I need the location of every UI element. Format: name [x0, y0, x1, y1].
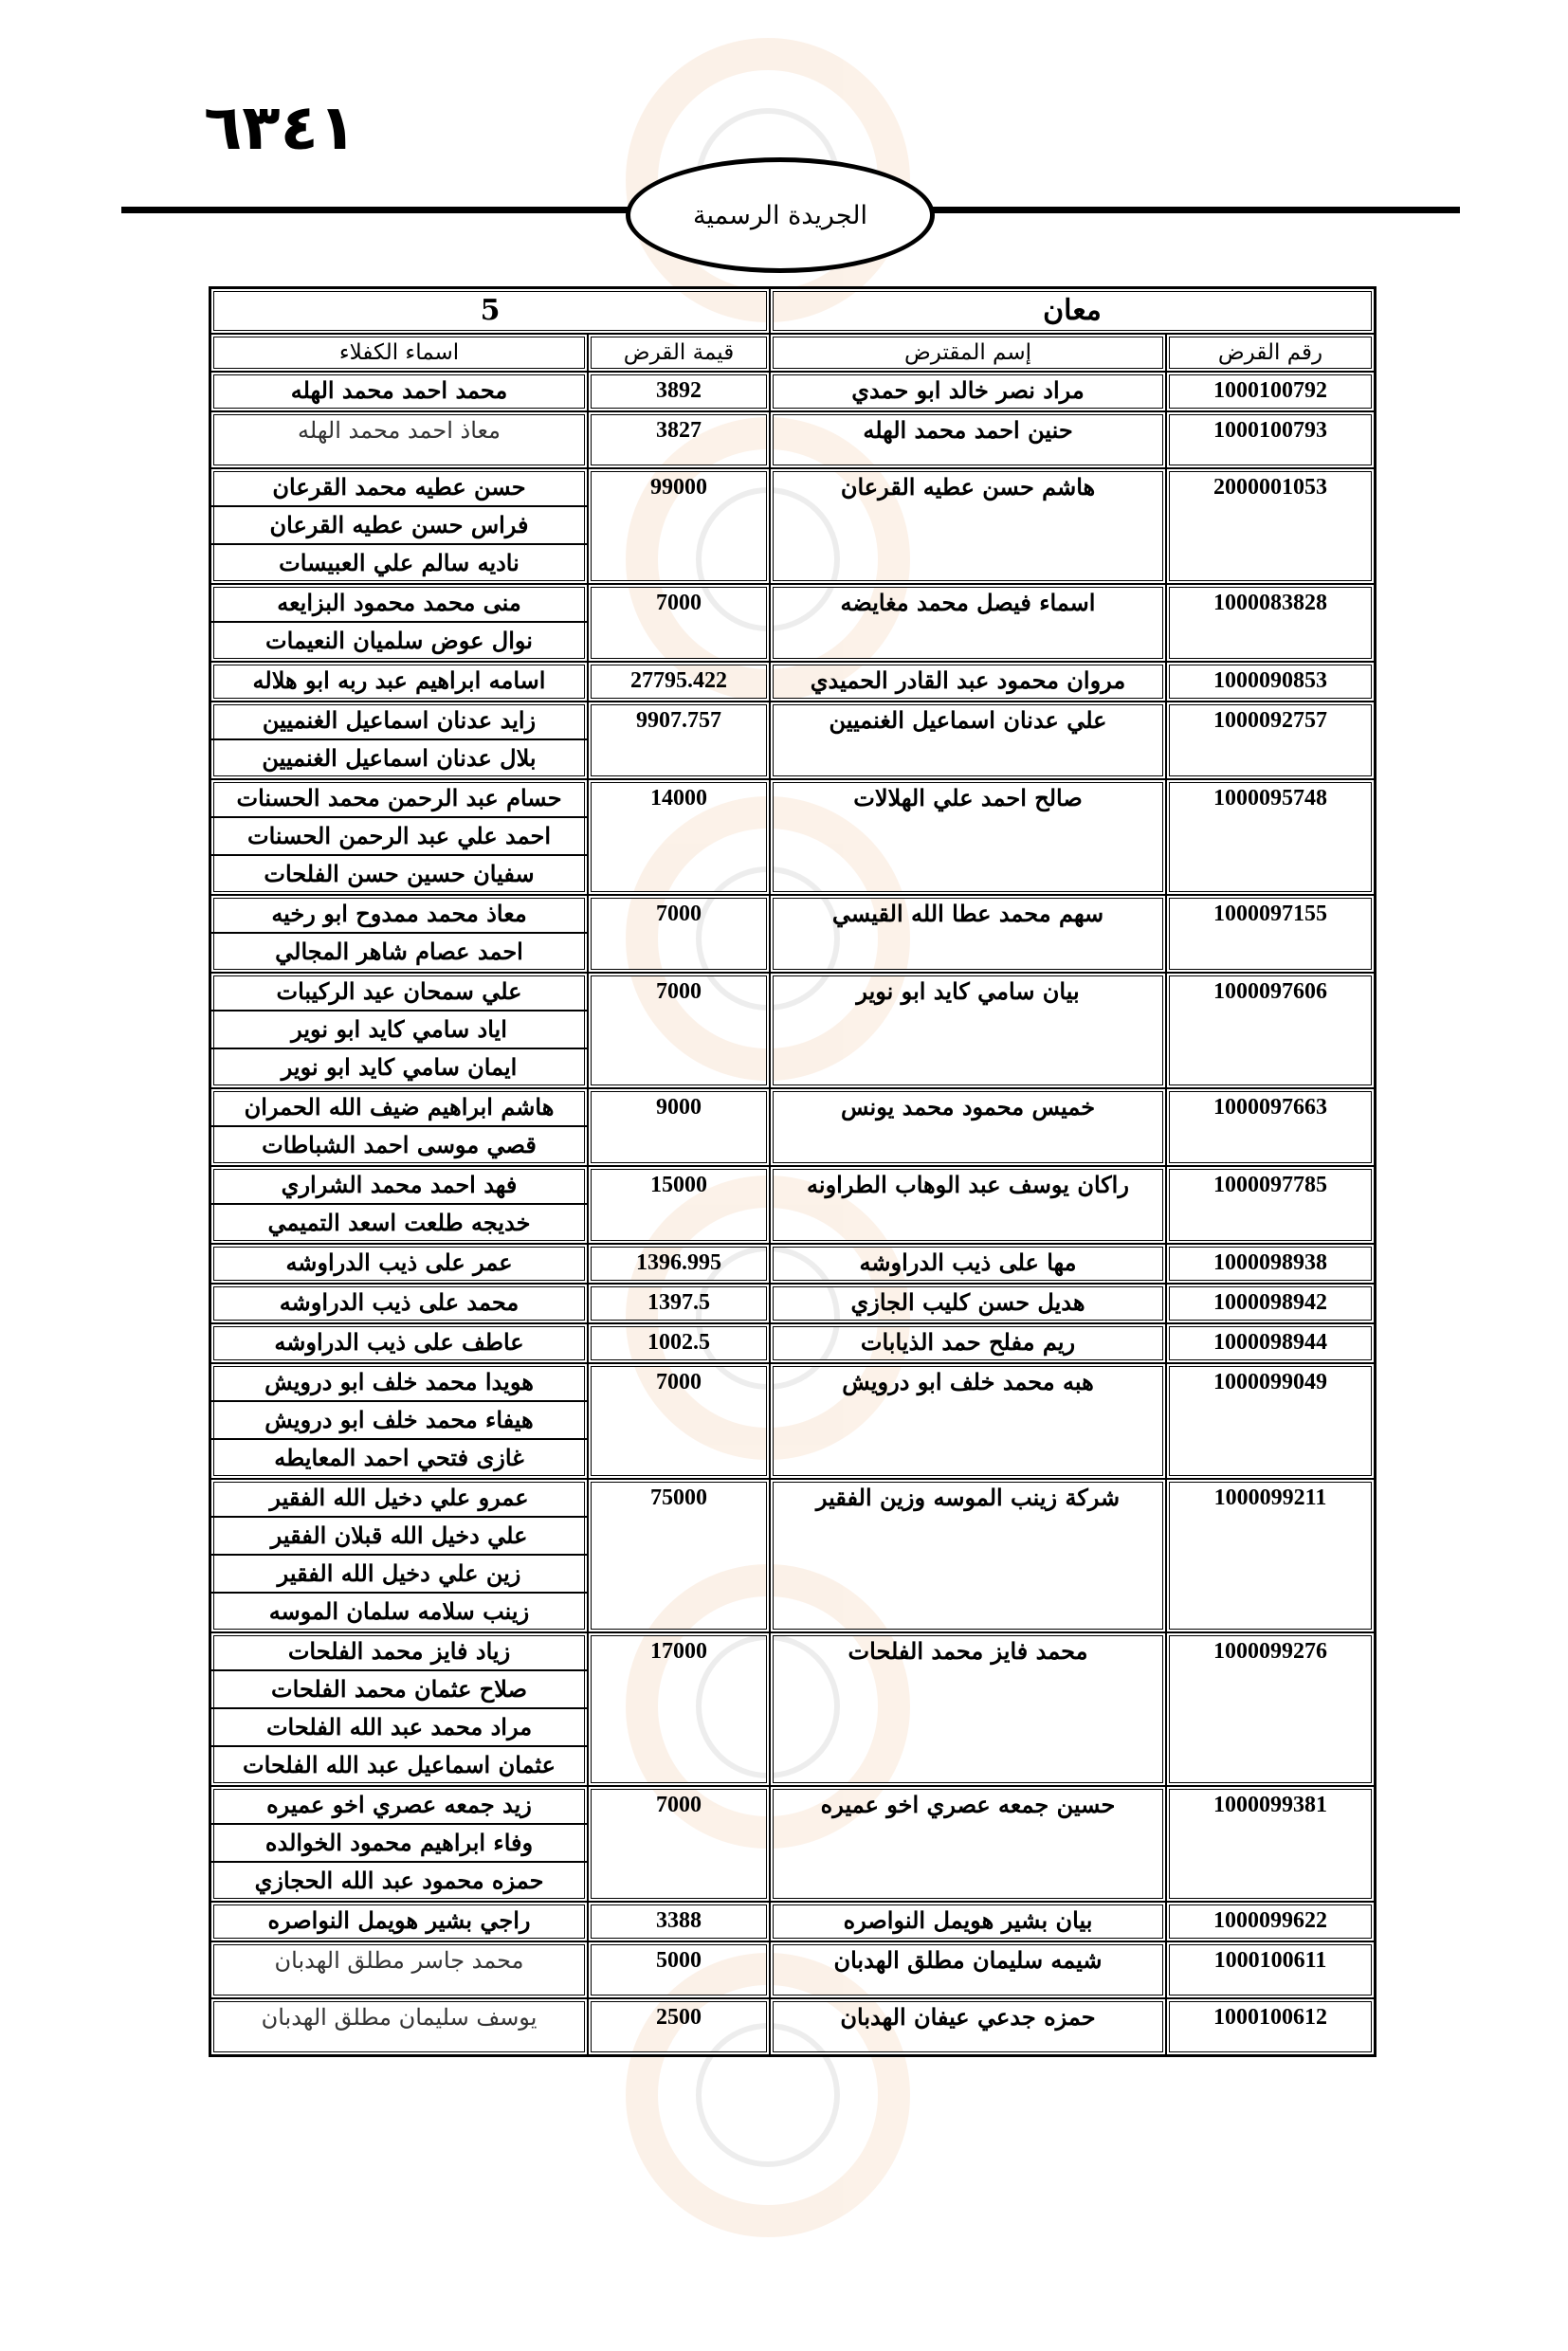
guarantors-cell: [210, 468, 588, 584]
guarantors-cell: [210, 973, 588, 1088]
guarantor-name: مراد محمد عبد الله الفلحات: [211, 1709, 587, 1747]
loans-table: [209, 286, 1377, 2057]
guarantors-cell: [210, 702, 588, 779]
guarantor-name: معاذ محمد ممدوح ابو رخيه: [211, 896, 587, 934]
guarantor-name: حمزه محمود عبد الله الحجازي: [254, 1867, 544, 1894]
gazette-title: الجريدة الرسمية: [626, 157, 935, 273]
guarantor-name: علي سمحان عيد الركيبات: [211, 974, 587, 1011]
guarantors-cell: [210, 1941, 588, 1998]
guarantors-cell: [210, 1244, 588, 1284]
amount-cell: 15000: [588, 1166, 770, 1244]
amount-cell: 5000: [588, 1941, 770, 1998]
table-row: [210, 662, 1375, 702]
loan-number-cell: 1000099211: [1166, 1479, 1375, 1632]
table-row: [210, 1244, 1375, 1284]
guarantor-name: احمد علي عبد الرحمن الحسنات: [211, 818, 587, 856]
amount-cell: 1397.5: [588, 1284, 770, 1323]
guarantor-name: عثمان اسماعيل عبد الله الفلحات: [243, 1751, 556, 1778]
header-loan-no: رقم القرض: [1166, 334, 1375, 372]
table-row: [210, 372, 1375, 411]
loan-number-cell: 1000100612: [1166, 1998, 1375, 2055]
amount-cell: 7000: [588, 895, 770, 973]
guarantors-cell: [210, 1786, 588, 1902]
loan-number-cell: 1000098944: [1166, 1323, 1375, 1363]
amount-cell: 7000: [588, 973, 770, 1088]
amount-cell: 1396.995: [588, 1244, 770, 1284]
borrower-cell: راكان يوسف عبد الوهاب الطراونه: [770, 1166, 1166, 1244]
guarantor-name: محمد على ذيب الدراوشه: [279, 1288, 520, 1316]
borrower-cell: حنين احمد محمد الهله: [770, 411, 1166, 468]
amount-cell: 9907.757: [588, 702, 770, 779]
loan-number-cell: 1000092757: [1166, 702, 1375, 779]
borrower-cell: محمد فايز محمد الفلحات: [770, 1632, 1166, 1786]
amount-cell: 3892: [588, 372, 770, 411]
guarantor-name: اسامه ابراهيم عبد ربه ابو هلاله: [252, 666, 546, 694]
guarantors-cell: [210, 1632, 588, 1786]
guarantors-cell: [210, 1088, 588, 1166]
amount-cell: 3388: [588, 1902, 770, 1941]
amount-cell: 7000: [588, 1786, 770, 1902]
guarantor-name: محمد جاسر مطلق الهدبان: [274, 1947, 524, 1974]
table-row: [210, 1941, 1375, 1998]
guarantor-name: حسام عبد الرحمن محمد الحسنات: [211, 780, 587, 818]
guarantors-cell: [210, 1284, 588, 1323]
guarantors-cell: [210, 895, 588, 973]
guarantor-name: نوال عوض سلميان النعيمات: [265, 627, 533, 654]
loan-number-cell: 1000100611: [1166, 1941, 1375, 1998]
guarantor-name: يوسف سليمان مطلق الهدبان: [261, 2004, 538, 2031]
table-row: [210, 1166, 1375, 1244]
region-cell: معان: [770, 288, 1375, 334]
borrower-cell: شركة زينب الموسه وزين الفقير: [770, 1479, 1166, 1632]
table-row: [210, 779, 1375, 895]
guarantor-name: فهد احمد محمد الشراري: [211, 1167, 587, 1205]
page-number: ٦٣٤١: [204, 91, 357, 164]
guarantors-cell: [210, 1363, 588, 1479]
table-row: [210, 1284, 1375, 1323]
guarantor-name: عاطف على ذيب الدراوشه: [274, 1328, 524, 1356]
guarantor-name: زياد فايز محمد الفلحات: [211, 1633, 587, 1671]
table-row: [210, 702, 1375, 779]
guarantors-cell: [210, 662, 588, 702]
table-row: [210, 973, 1375, 1088]
amount-cell: 9000: [588, 1088, 770, 1166]
borrower-cell: مراد نصر خالد ابو حمدي: [770, 372, 1166, 411]
loan-number-cell: 1000100792: [1166, 372, 1375, 411]
guarantors-cell: [210, 1902, 588, 1941]
amount-cell: 14000: [588, 779, 770, 895]
table-row: [210, 1632, 1375, 1786]
guarantor-name: بلال عدنان اسماعيل الغنميين: [262, 744, 537, 772]
amount-cell: 75000: [588, 1479, 770, 1632]
amount-cell: 7000: [588, 1363, 770, 1479]
table-row: [210, 584, 1375, 662]
borrower-cell: مها على ذيب الدراوشه: [770, 1244, 1166, 1284]
table-row: [210, 411, 1375, 468]
borrower-cell: حسين جمعه عصري اخو عميره: [770, 1786, 1166, 1902]
guarantor-name: غازى فتحي احمد المعايطه: [274, 1444, 524, 1471]
loan-number-cell: 1000099276: [1166, 1632, 1375, 1786]
loan-number-cell: 1000098938: [1166, 1244, 1375, 1284]
header-borrower: إسم المقترض: [770, 334, 1166, 372]
borrower-cell: بيان سامي كايد ابو نوير: [770, 973, 1166, 1088]
guarantor-name: صلاح عثمان محمد الفلحات: [211, 1671, 587, 1709]
guarantor-name: وفاء ابراهيم محمود الخوالده: [211, 1825, 587, 1863]
guarantor-name: محمد احمد محمد الهله: [290, 376, 508, 404]
borrower-cell: شيمه سليمان مطلق الهدبان: [770, 1941, 1166, 1998]
borrower-cell: علي عدنان اسماعيل الغنميين: [770, 702, 1166, 779]
amount-cell: 1002.5: [588, 1323, 770, 1363]
loan-number-cell: 1000097663: [1166, 1088, 1375, 1166]
borrower-cell: بيان بشير هويمل النواصره: [770, 1902, 1166, 1941]
guarantors-cell: [210, 779, 588, 895]
table-row: [210, 468, 1375, 584]
loan-number-cell: 1000099049: [1166, 1363, 1375, 1479]
loan-number-cell: 1000095748: [1166, 779, 1375, 895]
guarantor-name: هاشم ابراهيم ضيف الله الحمران: [211, 1089, 587, 1127]
table-row: [210, 1786, 1375, 1902]
loan-number-cell: 1000100793: [1166, 411, 1375, 468]
guarantors-cell: [210, 411, 588, 468]
loan-number-cell: 1000097785: [1166, 1166, 1375, 1244]
guarantor-name: سفيان حسين حسن الفلحات: [264, 860, 535, 887]
guarantor-name: ايمان سامي كايد ابو نوير: [281, 1053, 518, 1081]
loan-number-cell: 1000083828: [1166, 584, 1375, 662]
borrower-cell: حمزه جدعي عيفان الهدبان: [770, 1998, 1166, 2055]
guarantor-name: علي دخيل الله قبلان الفقير: [211, 1518, 587, 1556]
guarantors-cell: [210, 372, 588, 411]
amount-cell: 99000: [588, 468, 770, 584]
guarantor-name: زايد عدنان اسماعيل الغنميين: [211, 702, 587, 740]
borrower-cell: مروان محمود عبد القادر الحميدي: [770, 662, 1166, 702]
borrower-cell: خميس محمود محمد يونس: [770, 1088, 1166, 1166]
guarantor-name: منى محمد محمود البزايعه: [211, 585, 587, 623]
guarantor-name: عمر على ذيب الدراوشه: [285, 1248, 513, 1276]
amount-cell: 7000: [588, 584, 770, 662]
guarantor-name: اياد سامي كايد ابو نوير: [211, 1011, 587, 1049]
guarantor-name: زيد جمعه عصري اخو عميره: [211, 1787, 587, 1825]
table-row: [210, 1363, 1375, 1479]
guarantors-cell: [210, 1323, 588, 1363]
amount-cell: 17000: [588, 1632, 770, 1786]
borrower-cell: ريم مفلح حمد الذيابات: [770, 1323, 1166, 1363]
loan-number-cell: 1000099381: [1166, 1786, 1375, 1902]
guarantor-name: ناديه سالم علي العبيسات: [279, 549, 520, 576]
borrower-cell: اسماء فيصل محمد مغايضه: [770, 584, 1166, 662]
borrower-cell: هاشم حسن عطيه القرعان: [770, 468, 1166, 584]
guarantor-name: معاذ احمد محمد الهله: [298, 417, 501, 444]
loan-number-cell: 1000097606: [1166, 973, 1375, 1088]
guarantor-name: هويدا محمد خلف ابو درويش: [211, 1364, 587, 1402]
loan-number-cell: 1000090853: [1166, 662, 1375, 702]
table-row: [210, 1998, 1375, 2055]
header-guarantors: اسماء الكفلاء: [210, 334, 588, 372]
table-row: [210, 1088, 1375, 1166]
borrower-cell: سهم محمد عطا الله القيسي: [770, 895, 1166, 973]
loan-number-cell: 1000099622: [1166, 1902, 1375, 1941]
guarantor-name: هيفاء محمد خلف ابو درويش: [211, 1402, 587, 1440]
guarantors-cell: [210, 1479, 588, 1632]
guarantors-cell: [210, 1166, 588, 1244]
table-row: [210, 1902, 1375, 1941]
borrower-cell: هبه محمد خلف ابو درويش: [770, 1363, 1166, 1479]
guarantor-name: زين علي دخيل الله الفقير: [211, 1556, 587, 1594]
guarantor-name: فراس حسن عطيه القرعان: [211, 507, 587, 545]
guarantors-cell: [210, 1998, 588, 2055]
amount-cell: 3827: [588, 411, 770, 468]
guarantor-name: راجي بشير هويمل النواصره: [267, 1906, 531, 1934]
guarantors-cell: [210, 584, 588, 662]
section-number-cell: 5: [210, 288, 770, 334]
table-row: [210, 1479, 1375, 1632]
amount-cell: 2500: [588, 1998, 770, 2055]
guarantor-name: عمرو علي دخيل الله الفقير: [211, 1480, 587, 1518]
header-amount: قيمة القرض: [588, 334, 770, 372]
table-row: [210, 895, 1375, 973]
loan-number-cell: 1000098942: [1166, 1284, 1375, 1323]
table-row: [210, 1323, 1375, 1363]
loan-number-cell: 1000097155: [1166, 895, 1375, 973]
borrower-cell: هديل حسن كليب الجازي: [770, 1284, 1166, 1323]
guarantor-name: زينب سلامه سلمان الموسه: [268, 1597, 530, 1625]
amount-cell: 27795.422: [588, 662, 770, 702]
guarantor-name: قصي موسى احمد الشباطات: [262, 1131, 537, 1158]
guarantor-name: حسن عطيه محمد القرعان: [211, 469, 587, 507]
table-title-row: [210, 288, 1375, 334]
column-header-row: [210, 334, 1375, 372]
borrower-cell: صالح احمد علي الهلالات: [770, 779, 1166, 895]
loan-number-cell: 2000001053: [1166, 468, 1375, 584]
guarantor-name: خديجه طلعت اسعد التميمي: [267, 1209, 531, 1236]
guarantor-name: احمد عصام شاهر المجالي: [275, 938, 523, 965]
